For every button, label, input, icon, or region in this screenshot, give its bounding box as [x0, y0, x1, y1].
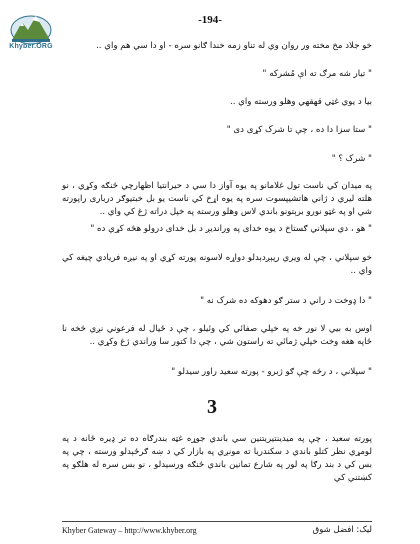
body-paragraph: خو سپلاني ، چې له ويري رپېږدېدلو دواړه لاسونه پورته کړي او په نيږه فريادي چيغه کي واي ..: [62, 253, 372, 276]
body-line: بيا د يوي غټي قهقهي وهلو ورسته واي ..: [229, 97, 372, 107]
quote-line: " سپلاني ، د رڅه چې ګو ژبرو - پورته سعيد راور سيدلو ": [171, 367, 372, 377]
quote-line: " ستا سزا دا ده ، چې تا شرک کړی دی ": [226, 125, 372, 135]
quote-line: " تيار شه مرګ ته اې مُشرکه ": [262, 69, 372, 79]
section-number: 3: [207, 396, 217, 418]
quote-line: " هو ، دي سپلاني ګستاخ د يوه خداى په ورانديږ د بل خداى درولو هڅه کړي ده ": [90, 224, 372, 234]
logo-caption: Khyber.ORG: [9, 43, 53, 50]
page-number: -194-: [198, 14, 222, 26]
quote-line: " شرک ؟ ": [331, 154, 372, 164]
body-paragraph: اوس به بيي لا نور خه په خپلي صفائي کي وئيلو ، چې د ځيال له فرعوني نږي څخه نا ځاپه هغه وخت خپلي ژمائي ته راستون شي ، چې دا کتور سا وراندي ژغ وکړي ..: [62, 324, 372, 347]
footer-divider: [62, 521, 372, 522]
body-line: خو جلاد مخ مخته ور روان وي له تناو زمه خندا ګانو سره - او دا سي هم واي ..: [96, 41, 372, 51]
section-paragraph: پورته سعيد ، چې په ميدينتيريتنين سي باندي جوړه غټه بندرګاه ده تر ډيره ځانه د په لومړي نظر کتلو باندي د سکندريا ته مونږي په بازار کي د ښه ګرځېدلو ورسته ، چي په بس کي د بند رګا په لور په شارع تمانين باندي ځنګه ورسيدلو ، نو بس سره له هلګو په کښتني کي: [62, 433, 372, 483]
footer-author: ليک: افضل شوق: [312, 525, 372, 535]
footer-site-link[interactable]: Khyber Gateway – http://www.khyber.org: [62, 526, 197, 535]
quote-line: " دا ډوخت د راني د ستر ګو دهوکه ده شرک نه ": [200, 296, 372, 306]
body-paragraph: په ميدان کي ناست تول غلامانو په يوه آواز دا سي د حيرانتيا اظهارچي ځنګه وکړي ، نو هلته ليري د ژاني هاتشيپسوت سره په يوه اړخ کي ناست يو بل خبتيوګر دربارى راپورته شي او په غټو نورو برېتونو باندي لاس وهلو ورسته په خپل دراته ژغ کي واي ..: [62, 181, 372, 217]
